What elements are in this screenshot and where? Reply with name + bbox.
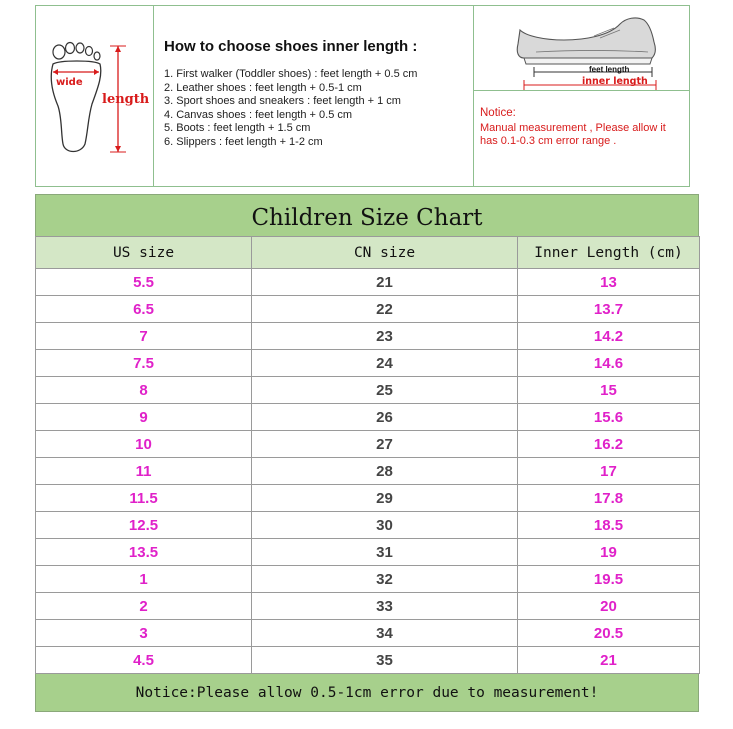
- cn-size-cell: 23: [252, 323, 518, 350]
- table-row: [36, 593, 700, 620]
- inner-length-cell: 14.2: [518, 323, 700, 350]
- cn-size-cell: 32: [252, 566, 518, 593]
- cn-size-cell: 35: [252, 647, 518, 674]
- header-row: [36, 237, 700, 269]
- notice-title: Notice:: [480, 107, 516, 119]
- list-item: 2. Leather shoes : feet length + 0.5-1 cm: [164, 81, 362, 94]
- table-row: [36, 566, 700, 593]
- us-size-cell: 5.5: [36, 269, 252, 296]
- length-label: length: [102, 92, 150, 107]
- inner-length-cell: 19: [518, 539, 700, 566]
- inner-length-cell: 19.5: [518, 566, 700, 593]
- wide-label: wide: [56, 77, 83, 88]
- us-size-cell: 9: [36, 404, 252, 431]
- inner-length-cell: 13: [518, 269, 700, 296]
- list-item: 3. Sport shoes and sneakers : feet length + 1 cm: [164, 95, 401, 108]
- divider: [153, 6, 154, 186]
- cn-size-cell: 33: [252, 593, 518, 620]
- us-size-cell: 3: [36, 620, 252, 647]
- feet-length-label: feet length: [589, 65, 630, 74]
- measurement-guide-panel: [35, 5, 690, 187]
- list-item: 5. Boots : feet length + 1.5 cm: [164, 122, 311, 135]
- inner-length-cell: 13.7: [518, 296, 700, 323]
- us-size-cell: 7: [36, 323, 252, 350]
- cn-size-cell: 28: [252, 458, 518, 485]
- column-header-cn-size: CN size: [252, 237, 518, 269]
- us-size-cell: 8: [36, 377, 252, 404]
- inner-length-label: inner length: [582, 76, 648, 87]
- cn-size-cell: 27: [252, 431, 518, 458]
- us-size-cell: 10: [36, 431, 252, 458]
- guide-title: How to choose shoes inner length :: [164, 38, 418, 55]
- table-row: [36, 296, 700, 323]
- table-row: [36, 539, 700, 566]
- column-header-us-size: US size: [36, 237, 252, 269]
- divider: [474, 90, 690, 91]
- us-size-cell: 11.5: [36, 485, 252, 512]
- cn-size-cell: 34: [252, 620, 518, 647]
- size-table: [35, 236, 700, 674]
- inner-length-cell: 16.2: [518, 431, 700, 458]
- inner-length-cell: 15: [518, 377, 700, 404]
- table-row: [36, 512, 700, 539]
- inner-length-cell: 17.8: [518, 485, 700, 512]
- column-header-inner-length: Inner Length (cm): [518, 237, 700, 269]
- us-size-cell: 1: [36, 566, 252, 593]
- shoe-rules-list: [164, 68, 417, 150]
- cn-size-cell: 26: [252, 404, 518, 431]
- cn-size-cell: 24: [252, 350, 518, 377]
- us-size-cell: 6.5: [36, 296, 252, 323]
- table-row: [36, 458, 700, 485]
- inner-length-cell: 17: [518, 458, 700, 485]
- table-row: [36, 377, 700, 404]
- notice-text: Manual measurement , Please allow it has 0.1-0.3 cm error range .: [480, 122, 666, 147]
- table-row: [36, 647, 700, 674]
- shoe-illustration: [474, 6, 690, 90]
- inner-length-cell: 20: [518, 593, 700, 620]
- foot-illustration: [36, 6, 153, 186]
- table-row: [36, 323, 700, 350]
- table-row: [36, 404, 700, 431]
- us-size-cell: 4.5: [36, 647, 252, 674]
- inner-length-cell: 14.6: [518, 350, 700, 377]
- cn-size-cell: 31: [252, 539, 518, 566]
- cn-size-cell: 21: [252, 269, 518, 296]
- inner-length-cell: 20.5: [518, 620, 700, 647]
- us-size-cell: 2: [36, 593, 252, 620]
- table-row: [36, 269, 700, 296]
- list-item: 4. Canvas shoes : feet length + 0.5 cm: [164, 108, 353, 121]
- us-size-cell: 7.5: [36, 350, 252, 377]
- size-chart: [35, 194, 699, 712]
- list-item: 1. First walker (Toddler shoes) : feet length + 0.5 cm: [164, 68, 418, 80]
- table-row: [36, 620, 700, 647]
- inner-length-cell: 21: [518, 647, 700, 674]
- cn-size-cell: 30: [252, 512, 518, 539]
- cn-size-cell: 25: [252, 377, 518, 404]
- inner-length-cell: 15.6: [518, 404, 700, 431]
- us-size-cell: 12.5: [36, 512, 252, 539]
- chart-title: Children Size Chart: [35, 194, 699, 236]
- us-size-cell: 13.5: [36, 539, 252, 566]
- cn-size-cell: 29: [252, 485, 518, 512]
- table-row: [36, 485, 700, 512]
- cn-size-cell: 22: [252, 296, 518, 323]
- inner-length-cell: 18.5: [518, 512, 700, 539]
- us-size-cell: 11: [36, 458, 252, 485]
- table-row: [36, 431, 700, 458]
- table-row: [36, 350, 700, 377]
- measurement-notice: Notice:Please allow 0.5-1cm error due to measurement!: [35, 674, 699, 712]
- list-item: 6. Slippers : feet length + 1-2 cm: [164, 135, 323, 148]
